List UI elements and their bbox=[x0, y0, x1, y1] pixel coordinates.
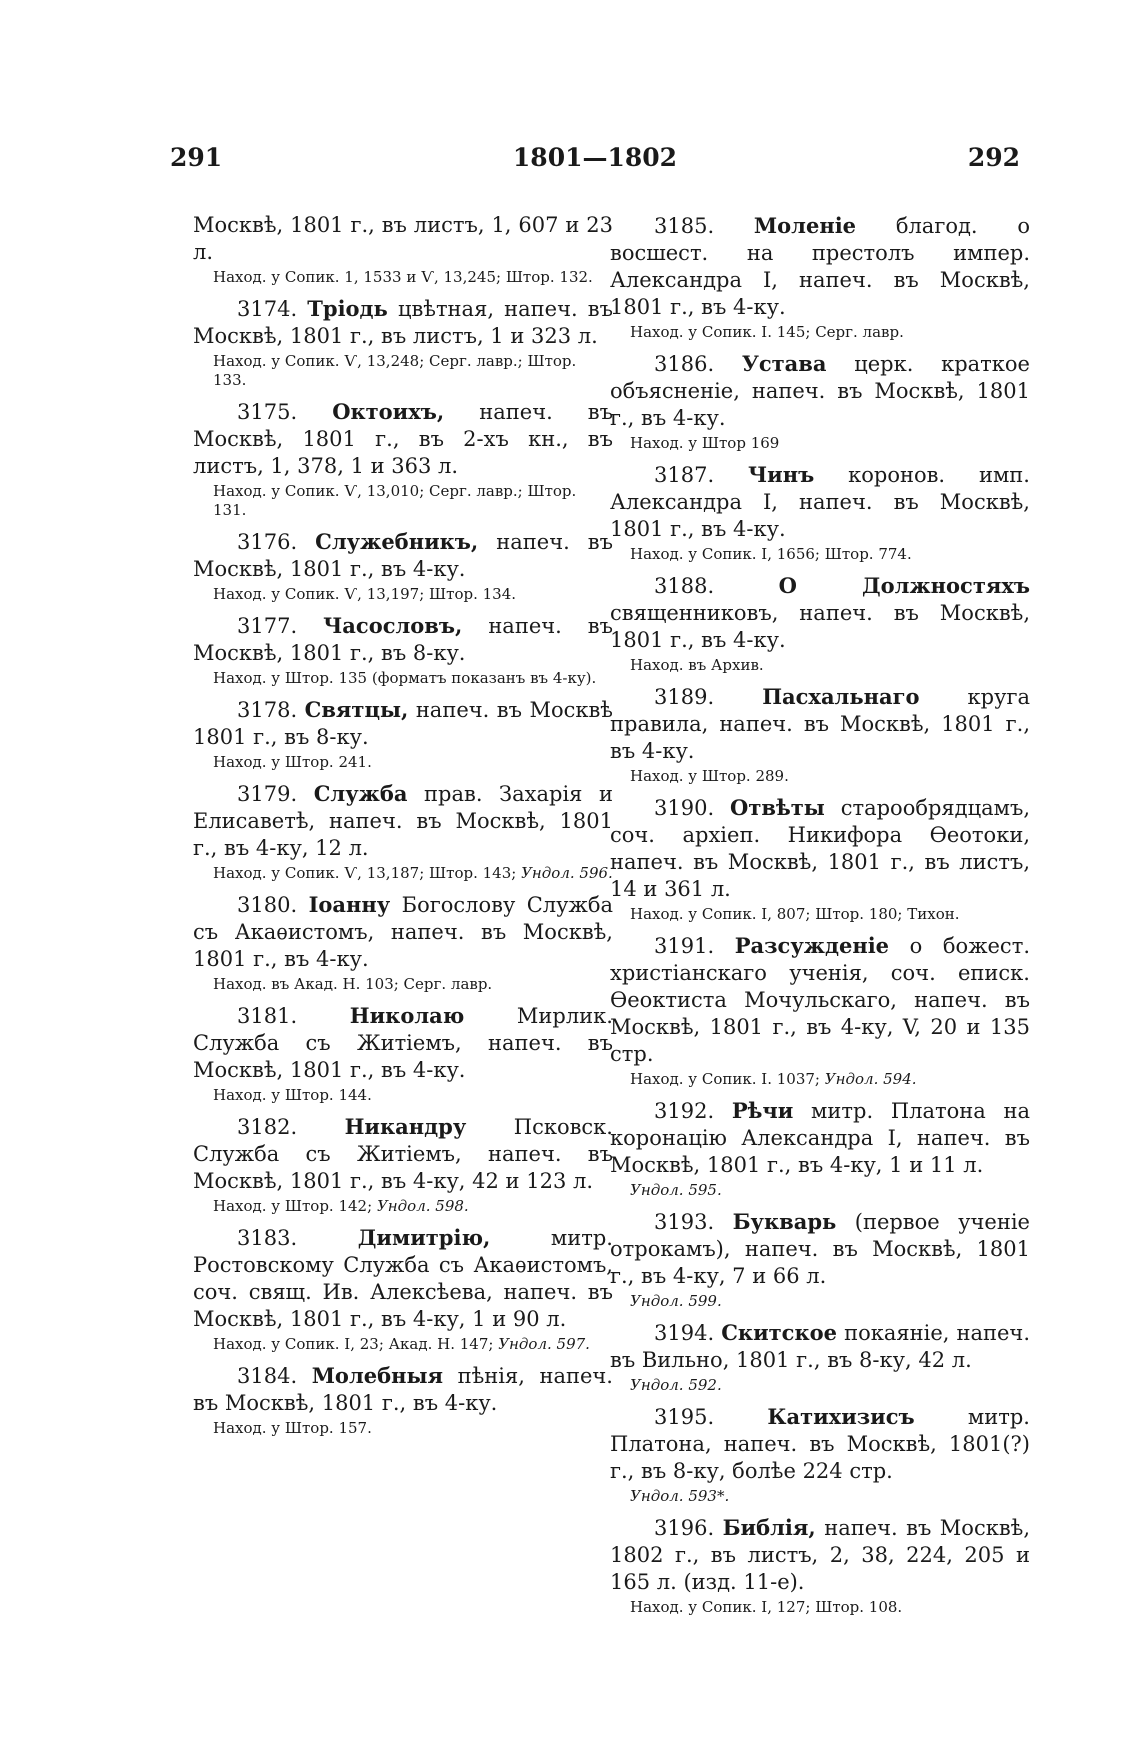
entry-number: 3193. bbox=[654, 1210, 715, 1234]
entry-number: 3174. bbox=[237, 297, 298, 321]
location-text: Наход. у Сопик. I, 127; Штор. 108. bbox=[630, 1598, 903, 1616]
entry-keyword: Молебныя bbox=[311, 1363, 444, 1388]
catalog-entry bbox=[610, 932, 1030, 1089]
entry-location bbox=[213, 1197, 613, 1216]
location-text: Наход. у Сопик. Ѵ, 13,010; Серг. лавр.; Штор. 131. bbox=[213, 482, 577, 519]
catalog-entry bbox=[193, 212, 613, 287]
entry-number: 3184. bbox=[237, 1364, 298, 1388]
entry-description: цвѣтная, напеч. въ Москвѣ, 1801 г., въ листъ, 1 и 323 л. bbox=[193, 297, 613, 348]
entry-description: напеч. въ Москвѣ, 1801 г., въ 4-ку. bbox=[193, 530, 613, 581]
entry-location bbox=[630, 1181, 1030, 1200]
location-italic: Ундол. 595. bbox=[630, 1181, 722, 1199]
entry-number: 3190. bbox=[654, 796, 715, 820]
catalog-entry bbox=[610, 1097, 1030, 1200]
entry-text bbox=[193, 398, 613, 480]
right-column bbox=[610, 212, 1030, 1625]
entry-text bbox=[193, 612, 613, 667]
entry-keyword: Библія, bbox=[722, 1515, 816, 1540]
entry-text bbox=[193, 1113, 613, 1195]
entry-number: 3189. bbox=[654, 685, 715, 709]
entry-location bbox=[213, 753, 613, 772]
entry-description: круга правила, напеч. въ Москвѣ, 1801 г., въ 4-ку. bbox=[610, 685, 1030, 763]
entry-location bbox=[630, 656, 1030, 675]
entry-location bbox=[630, 767, 1030, 786]
location-text: Наход. у Штор 169 bbox=[630, 434, 780, 452]
entry-keyword: Катихизисъ bbox=[767, 1404, 915, 1429]
location-italic: Ундол. 592. bbox=[630, 1376, 722, 1394]
entry-description: (первое ученіе отрокамъ), напеч. въ Москвѣ, 1801 г., въ 4-ку, 7 и 66 л. bbox=[610, 1210, 1030, 1288]
entry-text bbox=[193, 891, 613, 973]
entry-description: митр. Ростовскому Служба съ Акаѳистомъ, соч. свящ. Ив. Алексѣева, напеч. въ Москвѣ, 1801 г., въ 4-ку, 1 и 90 л. bbox=[193, 1226, 613, 1331]
location-text: Наход. у Сопик. 1, 1533 и Ѵ, 13,245; Штор. 132. bbox=[213, 268, 593, 286]
catalog-entry bbox=[193, 1224, 613, 1354]
entry-keyword: Октоихъ, bbox=[332, 399, 445, 424]
entry-number: 3191. bbox=[654, 934, 715, 958]
entry-location bbox=[213, 268, 613, 287]
location-text: Наход. въ Акад. Н. 103; Серг. лавр. bbox=[213, 975, 493, 993]
entry-location bbox=[630, 1598, 1030, 1617]
entry-location bbox=[213, 864, 613, 883]
entry-number: 3179. bbox=[237, 782, 298, 806]
location-text: Наход. въ Архив. bbox=[630, 656, 764, 674]
page-number-right: 292 bbox=[967, 143, 1020, 172]
location-text: Наход. у Сопик. Ѵ, 13,248; Серг. лавр.; Штор. 133. bbox=[213, 352, 577, 389]
entry-keyword: Димитрію, bbox=[357, 1225, 491, 1250]
catalog-entry bbox=[610, 1319, 1030, 1395]
catalog-entry bbox=[193, 891, 613, 994]
entry-text bbox=[193, 696, 613, 751]
catalog-entry bbox=[610, 572, 1030, 675]
location-text: Наход. у Штор. 144. bbox=[213, 1086, 372, 1104]
entry-description: коронов. имп. Александра I, напеч. въ Москвѣ, 1801 г., въ 4-ку. bbox=[610, 463, 1030, 541]
catalog-entry bbox=[193, 696, 613, 772]
entry-description: Мирлик. Служба съ Житіемъ, напеч. въ Москвѣ, 1801 г., въ 4-ку. bbox=[193, 1004, 613, 1082]
location-italic: Ундол. 593*. bbox=[630, 1487, 730, 1505]
entry-location bbox=[630, 323, 1030, 342]
entry-keyword: Устава bbox=[741, 351, 827, 376]
entry-keyword: Часословъ, bbox=[323, 613, 463, 638]
entry-location bbox=[213, 352, 613, 390]
location-text: Наход. у Штор. 135 (форматъ показанъ въ 4-ку). bbox=[213, 669, 597, 687]
entry-text bbox=[610, 1097, 1030, 1179]
entry-keyword: Рѣчи bbox=[731, 1098, 794, 1123]
catalog-entry bbox=[610, 350, 1030, 453]
entry-location bbox=[630, 1487, 1030, 1506]
entry-keyword: Пасхальнаго bbox=[762, 684, 920, 709]
entry-description: Богослову Служба съ Акаѳистомъ, напеч. въ Москвѣ, 1801 г., въ 4-ку. bbox=[193, 893, 613, 971]
entry-text bbox=[610, 1403, 1030, 1485]
catalog-entry bbox=[193, 528, 613, 604]
entry-description: покаяніе, напеч. въ Вильно, 1801 г., въ 8-ку, 42 л. bbox=[610, 1321, 1030, 1372]
location-text: Наход. у Сопик. Ѵ, 13,197; Штор. 134. bbox=[213, 585, 517, 603]
catalog-entry bbox=[610, 683, 1030, 786]
location-text: Наход. у Штор. 142; bbox=[213, 1197, 373, 1215]
catalog-entry bbox=[610, 1208, 1030, 1311]
location-text: Наход. у Сопик. Ѵ, 13,187; Штор. 143; bbox=[213, 864, 517, 882]
entry-number: 3188. bbox=[654, 574, 715, 598]
entry-number: 3182. bbox=[237, 1115, 298, 1139]
location-italic: Ундол. 597. bbox=[498, 1335, 590, 1353]
catalog-entry bbox=[193, 398, 613, 520]
location-italic: Ундол. 596. bbox=[521, 864, 613, 882]
entry-keyword: Отвѣты bbox=[730, 795, 825, 820]
entry-location bbox=[213, 585, 613, 604]
catalog-entry bbox=[193, 295, 613, 390]
entry-text bbox=[610, 683, 1030, 765]
entry-keyword: Іоанну bbox=[308, 892, 391, 917]
entry-text bbox=[610, 212, 1030, 321]
entry-description: Псковск. Служба съ Житіемъ, напеч. въ Москвѣ, 1801 г., въ 4-ку, 42 и 123 л. bbox=[193, 1115, 613, 1193]
catalog-entry bbox=[610, 1403, 1030, 1506]
entry-description: митр. Платона на коронацію Александра I, напеч. въ Москвѣ, 1801 г., въ 4-ку, 1 и 11 л. bbox=[610, 1099, 1030, 1177]
entry-description: благод. о восшест. на престолъ импер. Александра I, напеч. въ Москвѣ, 1801 г., въ 4-ку. bbox=[610, 214, 1030, 319]
location-italic: Ундол. 599. bbox=[630, 1292, 722, 1310]
entry-text bbox=[610, 932, 1030, 1068]
entry-keyword: Моленіе bbox=[753, 213, 857, 238]
location-text: Наход. у Сопик. I. 145; Серг. лавр. bbox=[630, 323, 904, 341]
entry-location bbox=[630, 545, 1030, 564]
entry-description: старообрядцамъ, соч. архіеп. Никифора Ѳеотоки, напеч. въ Москвѣ, 1801 г., въ листъ, 14 и 361 л. bbox=[610, 796, 1030, 901]
entry-location bbox=[630, 1376, 1030, 1395]
entry-description: напеч. въ Москвѣ, 1801 г., въ 2-хъ кн., въ листъ, 1, 378, 1 и 363 л. bbox=[193, 400, 613, 478]
entry-text bbox=[610, 461, 1030, 543]
entry-keyword: Служебникъ, bbox=[315, 529, 479, 554]
entry-description: напеч. въ Москвѣ 1801 г., въ 8-ку. bbox=[193, 698, 613, 749]
entry-location bbox=[630, 1292, 1030, 1311]
entry-number: 3176. bbox=[237, 530, 298, 554]
entry-keyword: Тріодь bbox=[307, 296, 388, 321]
entry-text bbox=[193, 212, 613, 266]
entry-text bbox=[610, 350, 1030, 432]
entry-description: пѣнія, напеч. въ Москвѣ, 1801 г., въ 4-ку. bbox=[193, 1364, 613, 1415]
entry-text bbox=[610, 572, 1030, 654]
entry-text bbox=[610, 1319, 1030, 1374]
entry-number: 3183. bbox=[237, 1226, 298, 1250]
entry-number: 3186. bbox=[654, 352, 715, 376]
left-column bbox=[193, 212, 613, 1446]
entry-number: 3177. bbox=[237, 614, 298, 638]
entry-keyword: Никандру bbox=[344, 1114, 467, 1139]
catalog-entry bbox=[610, 1514, 1030, 1617]
catalog-entry bbox=[193, 1362, 613, 1438]
entry-keyword: Разсужденіе bbox=[734, 933, 890, 958]
entry-location bbox=[213, 975, 613, 994]
entry-description: прав. Захарія и Елисаветѣ, напеч. въ Москвѣ, 1801 г., въ 4-ку, 12 л. bbox=[193, 782, 613, 860]
catalog-entry bbox=[193, 1002, 613, 1105]
entry-number: 3180. bbox=[237, 893, 298, 917]
location-text: Наход. у Сопик. I, 1656; Штор. 774. bbox=[630, 545, 912, 563]
location-text: Наход. у Штор. 289. bbox=[630, 767, 789, 785]
entry-description: митр. Платона, напеч. въ Москвѣ, 1801(?) г., въ 8-ку, болѣе 224 стр. bbox=[610, 1405, 1030, 1483]
page-number-left: 291 bbox=[170, 143, 223, 172]
entry-keyword: Букварь bbox=[732, 1209, 837, 1234]
entry-text bbox=[610, 1208, 1030, 1290]
entry-keyword: Николаю bbox=[349, 1003, 465, 1028]
location-text: Наход. у Штор. 157. bbox=[213, 1419, 372, 1437]
entry-number: 3181. bbox=[237, 1004, 298, 1028]
entry-description: церк. краткое объясненіе, напеч. въ Москвѣ, 1801 г., въ 4-ку. bbox=[610, 352, 1030, 430]
entry-description: Москвѣ, 1801 г., въ листъ, 1, 607 и 23 л. bbox=[193, 213, 613, 264]
entry-number: 3196. bbox=[654, 1516, 715, 1540]
entry-location bbox=[213, 669, 613, 688]
entry-number: 3185. bbox=[654, 214, 715, 238]
year-range: 1801—1802 bbox=[512, 143, 678, 172]
entry-location bbox=[630, 434, 1030, 453]
catalog-entry bbox=[193, 1113, 613, 1216]
entry-text bbox=[193, 528, 613, 583]
catalog-entry bbox=[193, 612, 613, 688]
entry-text bbox=[193, 295, 613, 350]
location-text: Наход. у Сопик. I. 1037; bbox=[630, 1070, 820, 1088]
entry-text bbox=[193, 1224, 613, 1333]
entry-description: о божест. христіанскаго ученія, соч. еписк. Ѳеоктиста Мочульскаго, напеч. въ Москвѣ, 1801 г., въ 4-ку, V, 20 и 135 стр. bbox=[610, 934, 1030, 1066]
entry-keyword: О Должностяхъ bbox=[778, 573, 1030, 598]
running-header bbox=[170, 143, 1020, 183]
entry-keyword: Святцы, bbox=[304, 697, 409, 722]
entry-location bbox=[630, 905, 1030, 924]
entry-keyword: Служба bbox=[313, 781, 408, 806]
entry-description: напеч. въ Москвѣ, 1801 г., въ 8-ку. bbox=[193, 614, 613, 665]
location-text: Наход. у Сопик. I, 807; Штор. 180; Тихон. bbox=[630, 905, 960, 923]
entry-number: 3187. bbox=[654, 463, 715, 487]
entry-text bbox=[610, 794, 1030, 903]
location-text: Наход. у Сопик. I, 23; Акад. Н. 147; bbox=[213, 1335, 494, 1353]
entry-description: напеч. въ Москвѣ, 1802 г., въ листъ, 2, 38, 224, 205 и 165 л. (изд. 11-е). bbox=[610, 1516, 1030, 1594]
entry-location bbox=[630, 1070, 1030, 1089]
location-italic: Ундол. 594. bbox=[824, 1070, 917, 1088]
catalog-entry bbox=[610, 794, 1030, 924]
entry-number: 3195. bbox=[654, 1405, 715, 1429]
location-text: Наход. у Штор. 241. bbox=[213, 753, 372, 771]
entry-description: священниковъ, напеч. въ Москвѣ, 1801 г., въ 4-ку. bbox=[610, 601, 1030, 652]
entry-location bbox=[213, 1419, 613, 1438]
entry-text bbox=[193, 780, 613, 862]
entry-text bbox=[193, 1362, 613, 1417]
catalog-entry bbox=[610, 212, 1030, 342]
entry-keyword: Скитское bbox=[721, 1320, 837, 1345]
entry-number: 3178. bbox=[237, 698, 298, 722]
entry-location bbox=[213, 1086, 613, 1105]
catalog-entry bbox=[193, 780, 613, 883]
location-italic: Ундол. 598. bbox=[376, 1197, 469, 1215]
entry-number: 3175. bbox=[237, 400, 298, 424]
entry-text bbox=[610, 1514, 1030, 1596]
entry-location bbox=[213, 1335, 613, 1354]
catalog-entry bbox=[610, 461, 1030, 564]
entry-location bbox=[213, 482, 613, 520]
entry-number: 3194. bbox=[654, 1321, 715, 1345]
entry-number: 3192. bbox=[654, 1099, 715, 1123]
entry-keyword: Чинъ bbox=[748, 462, 815, 487]
entry-text bbox=[193, 1002, 613, 1084]
